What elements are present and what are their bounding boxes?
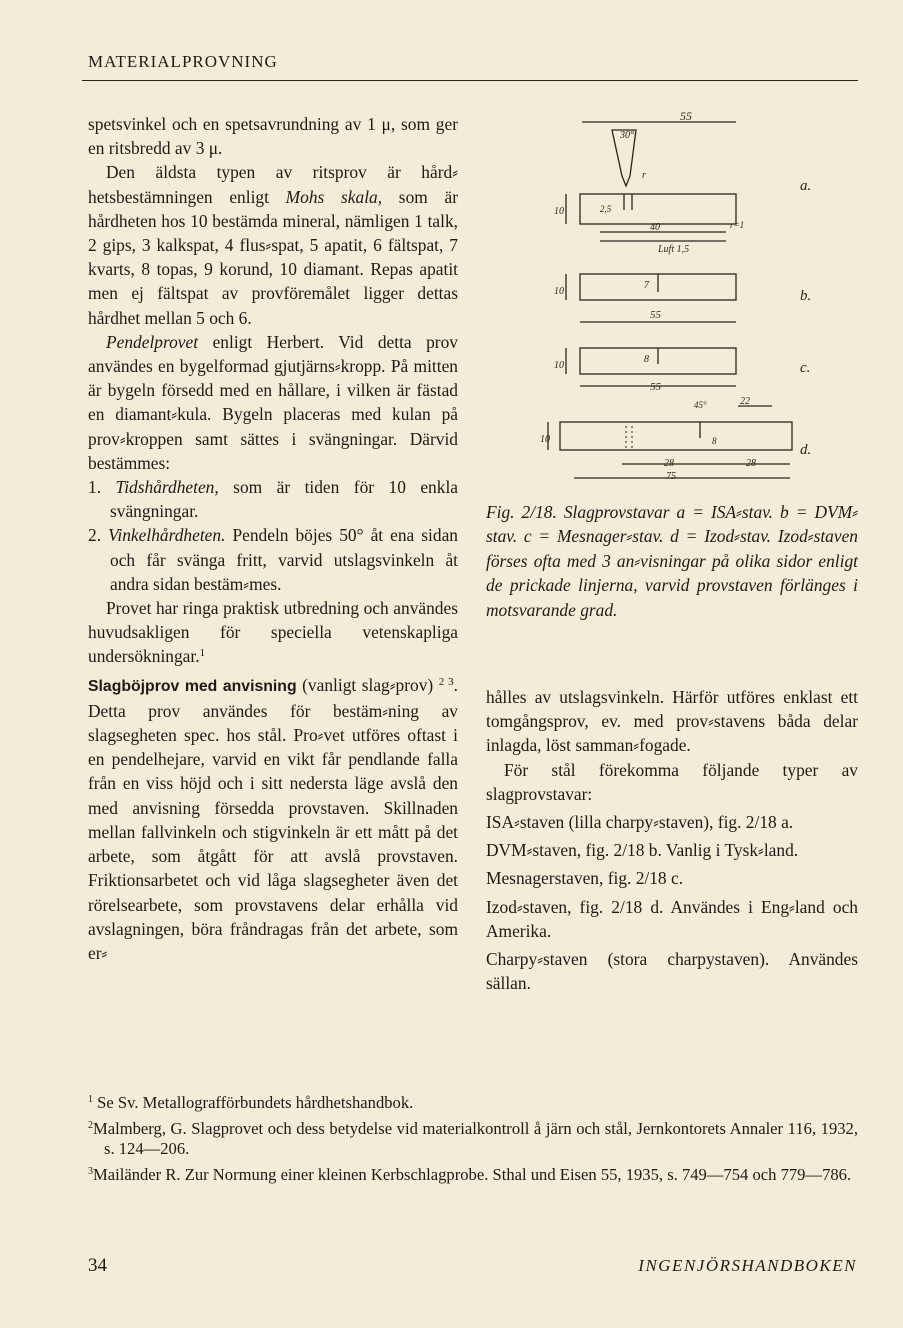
dim-d-75: 75 <box>666 471 676 482</box>
paragraph: För stål förekomma följande typer av slagprovstavar: <box>486 759 858 804</box>
figure-caption: Fig. 2/18. Slagprovstavar a = ISA⸗stav. b = DVM⸗stav. c = Mesnager⸗stav. d = Izod⸗stav. Izod⸗staven förses ofta med 3 an⸗visningar på olika sidor enligt de prickade linjerna, varvid provstaven förlänges i motsvarande grad. <box>486 502 858 620</box>
paragraph: Provet har ringa praktisk utbredning och användes huvudsakligen för speciella vetenskapliga undersökningar.$^1$ <box>88 598 458 667</box>
paragraph: Slagböjprov med anvisning (vanligt slag⸗prov) $^{2 3}$. Detta prov användes för bestäm⸗ning av slagsegheten spec. hos stål. Pro⸗vet utföres oftast i en pendelhejare, varvid en vikt får pendlande falla från en viss höjd och i sitt nedersta läge avslå den med anvisning försedda provstaven. Skillnaden mellan fallvinkeln och stigvinkeln är ett mått på det arbete, som åtgått för att avslå provstaven. Friktionsarbetet och vid låga slagsegheter även det rörelsearbete, som provstavens delar erhålla vid avslagningen, böra fråndragas från det arbete, som er⸗ <box>88 674 458 963</box>
paragraph: Den äldsta typen av ritsprov är hård⸗hetsbestämningen enligt Mohs skala, som är hårdheten hos 10 bestämda mineral, nämligen 1 talk, 2 gips, 3 kalkspat, 4 flus⸗spat, 5 apatit, 6 fältspat, 7 kvarts, 8 topas, 9 korund, 10 diamant. Repas apatit men ej fältspat av provföremålet ligger dettas hårdhet mellan 5 och 6. <box>88 162 459 328</box>
figure-2-18 <box>540 108 840 488</box>
book-title: INGENJÖRSHANDBOKEN <box>638 1256 857 1275</box>
footnote: $^3$Mailänder R. Zur Normung einer kleinen Kerbschlagprobe. Sthal und Eisen 55, 1935, s. 749—754 och 779—786. <box>88 1165 852 1184</box>
paragraph: Pendelprovet enligt Herbert. Vid detta prov användes en bygelformad gjutjärns⸗kropp. På mitten är bygeln försedd med en hållare, i vilken är fästad en diamant⸗kula. Bygeln placeras med kulan på prov⸗kroppen samt sättes i svängningar. Därvid bestämmes: <box>88 331 458 473</box>
footnote: $^1$ Se Sv. Metallografförbundets hårdhetshandbok. <box>88 1093 414 1112</box>
list-item: DVM⸗staven, fig. 2/18 b. Vanlig i Tysk⸗land. <box>486 840 799 861</box>
list-item: Mesnagerstaven, fig. 2/18 c. <box>486 868 684 889</box>
list-item: 2. Vinkelhårdheten. Pendeln böjes 50° åt ena sidan och får svänga fritt, varvid utslagsvinkeln åt andra sidan bestäm⸗mes. <box>88 525 458 594</box>
dim-d-28b: 28 <box>746 458 756 469</box>
label-a: a. <box>800 178 812 194</box>
dim-c-height: 10 <box>554 360 564 371</box>
dim-c-notch: 8 <box>644 354 649 365</box>
right-column <box>486 685 858 995</box>
footnotes <box>88 1093 858 1191</box>
dim-a-length: 55 <box>680 109 692 123</box>
label-c: c. <box>800 360 811 376</box>
dim-b-length: 55 <box>650 309 661 321</box>
dim-d-height: 10 <box>540 434 550 445</box>
paragraph: hålles av utslagsvinkeln. Härför utföres enklast ett tomgångsprov, ev. med prov⸗stavens båda delar inlagda, löst samman⸗fogade. <box>486 687 858 756</box>
dim-c-length: 55 <box>650 381 661 393</box>
footnote: $^2$Malmberg, G. Slagprovet och dess betydelse vid materialkontroll å järn och stål, Jernkontorets Annaler 116, 1932, s. 124—206. <box>88 1119 858 1158</box>
dim-a-height: 10 <box>554 206 564 217</box>
list-item: 1. Tidshårdheten, som är tiden för 10 enkla svängningar. <box>88 477 458 522</box>
specimen-drawing <box>540 108 840 488</box>
dim-d-angle: 45° <box>694 400 707 410</box>
dim-a-r1: r=1 <box>730 220 745 230</box>
label-b: b. <box>800 288 812 304</box>
dim-d-28a: 28 <box>664 458 674 469</box>
dim-a-radius: r <box>642 170 646 181</box>
dim-a-angle: 30° <box>620 130 634 141</box>
left-column <box>88 112 458 965</box>
header-rule <box>82 80 858 81</box>
list-item: Izod⸗staven, fig. 2/18 d. Användes i Eng⸗land och Amerika. <box>486 896 858 941</box>
dim-d-22: 22 <box>740 396 750 407</box>
paragraph: spetsvinkel och en spetsavrundning av 1 μ, som ger en ritsbredd av 3 μ. <box>88 114 458 159</box>
dim-b-notch: 7 <box>644 280 649 291</box>
dim-a-40: 40 <box>650 222 660 233</box>
list-item: Charpy⸗staven (stora charpystaven). Användes sällan. <box>486 949 858 994</box>
dim-b-height: 10 <box>554 286 564 297</box>
page-number: 34 <box>88 1255 107 1276</box>
label-d: d. <box>800 442 812 458</box>
dim-d-notch: 8 <box>712 436 717 446</box>
dim-a-luft: Luft 1,5 <box>658 244 690 255</box>
dim-a-notch: 2,5 <box>600 204 612 214</box>
running-header: MATERIALPROVNING <box>88 52 278 71</box>
list-item: ISA⸗staven (lilla charpy⸗staven), fig. 2/18 a. <box>486 812 794 833</box>
